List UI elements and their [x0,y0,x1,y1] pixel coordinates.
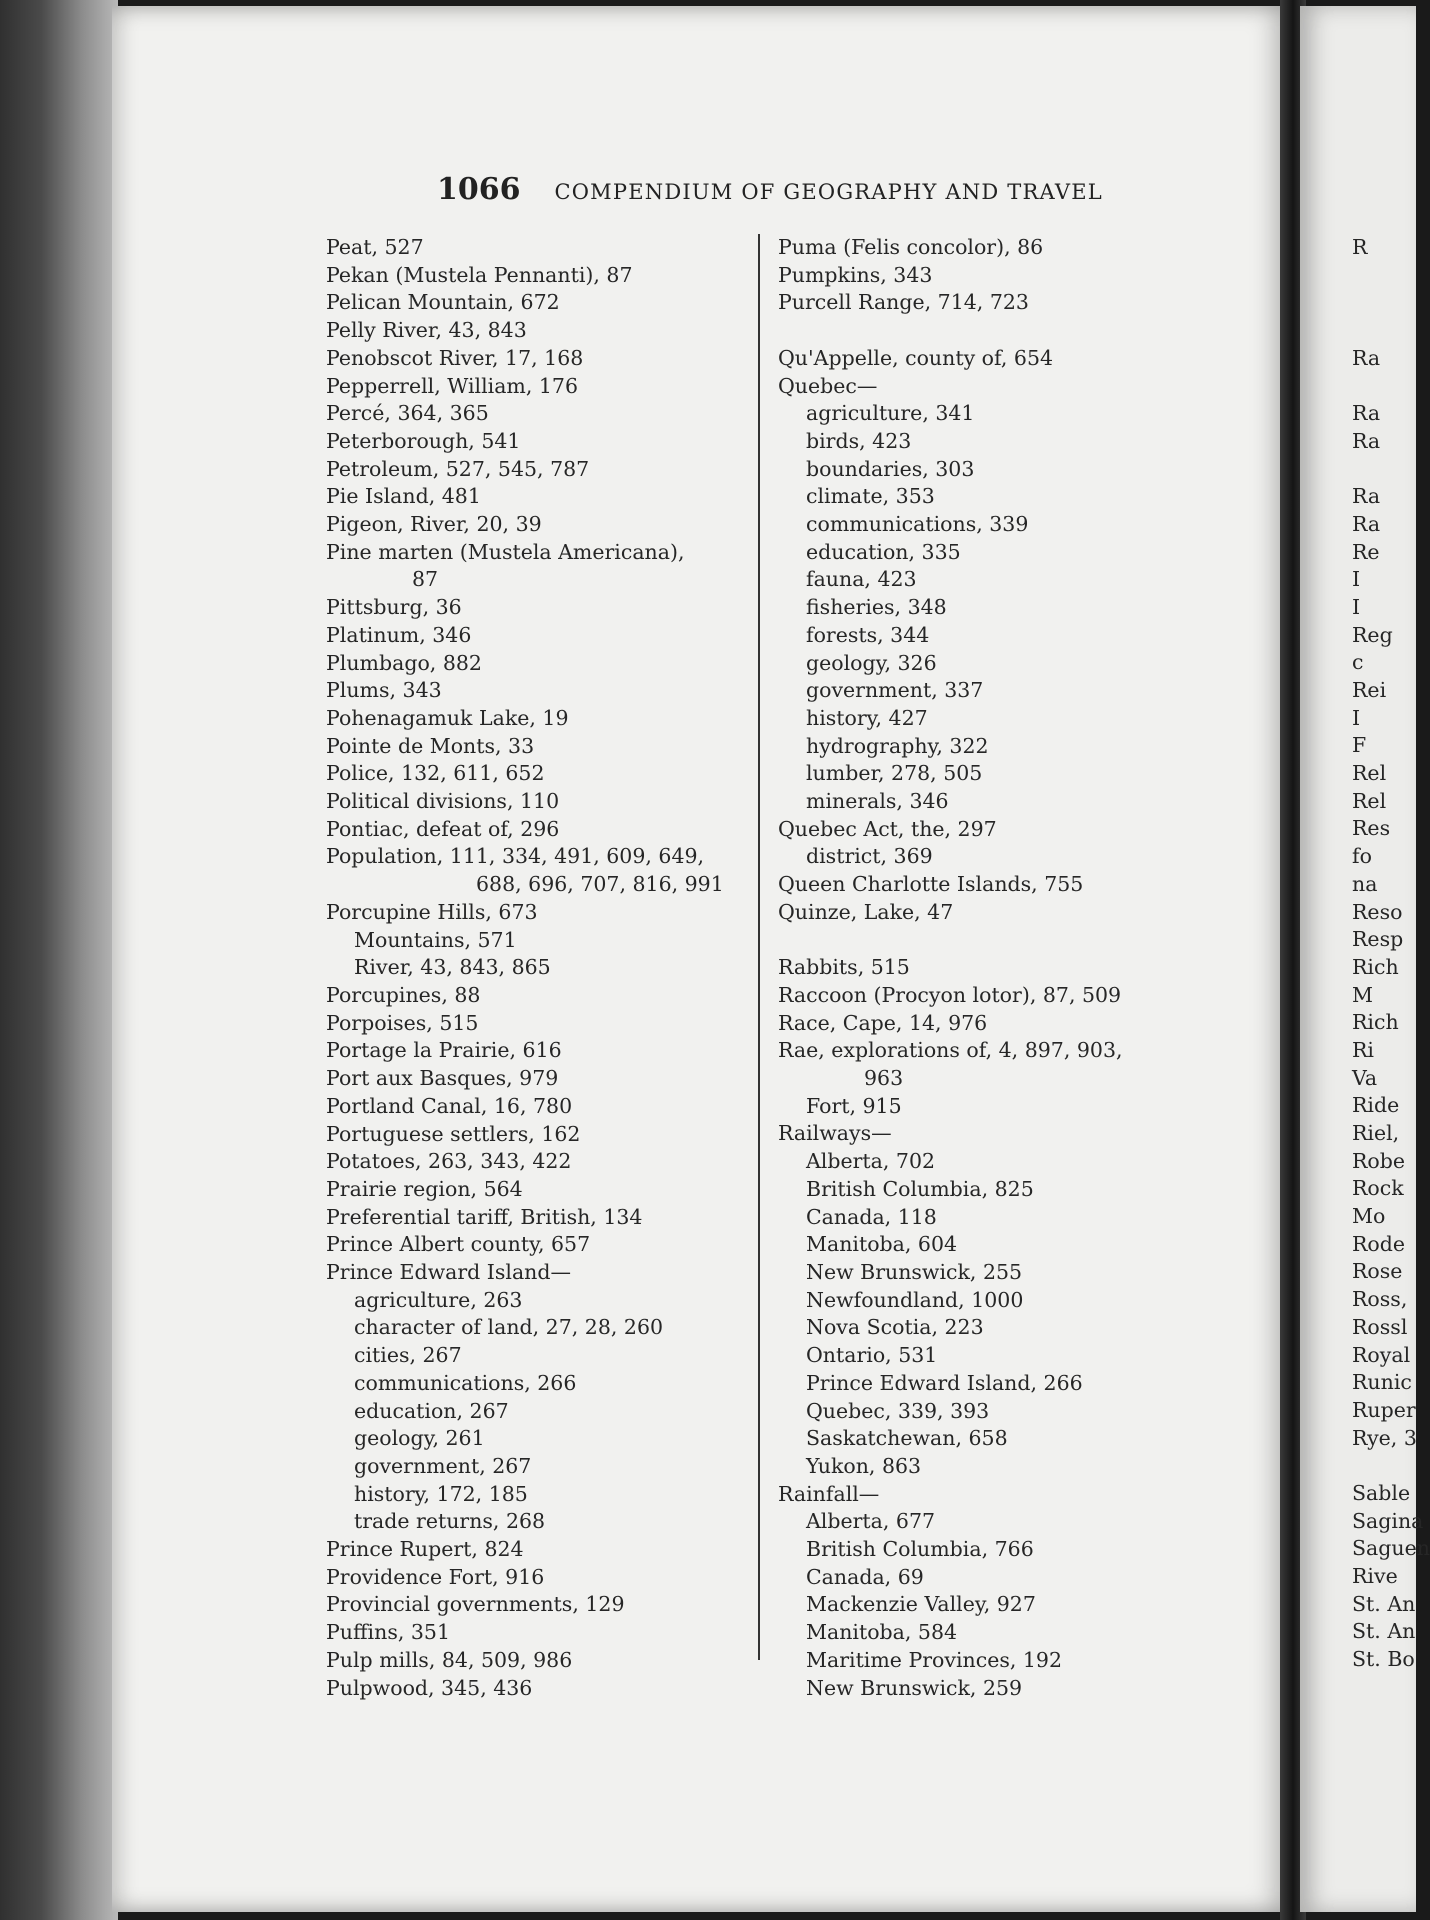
index-entry: agriculture, 341 [806,401,975,426]
facing-page-fragment: R [1352,235,1368,259]
index-entry: Quebec Act, the, 297 [778,816,997,841]
facing-page-fragment: Royal [1352,1342,1411,1367]
index-entry: New Brunswick, 255 [806,1259,1023,1284]
facing-page-fragment: Rich [1352,954,1399,979]
index-entry: district, 369 [806,844,933,869]
index-entry: climate, 353 [806,484,935,509]
index-entry: 87 [412,567,439,592]
index-entry: Canada, 118 [806,1204,937,1229]
facing-page-fragment: Ri [1352,1037,1374,1062]
index-entry: Pigeon, River, 20, 39 [326,512,542,537]
index-column-right [778,234,1218,1702]
facing-page-fragment: I [1352,594,1361,619]
index-entry: Pumpkins, 343 [778,262,933,287]
book-page-edge [0,0,118,1920]
index-entry: Pointe de Monts, 33 [326,733,535,758]
facing-page-fragment: Rode [1352,1231,1406,1256]
index-entry: Purcell Range, 714, 723 [778,290,1029,315]
facing-page-fragment: Rossl [1352,1314,1408,1339]
facing-page-fragment: Re [1352,539,1380,564]
facing-page-fragment: Rei [1352,678,1387,702]
facing-page-fragment [1352,456,1412,484]
facing-page-fragment: Resp [1352,927,1404,952]
index-entry: Qu'Appelle, county of, 654 [778,345,1054,370]
facing-page-fragment: Res [1352,816,1391,841]
facing-page-fragment: Reg [1352,622,1393,647]
facing-page-fragment: Va [1352,1065,1378,1090]
facing-page-fragment: fo [1352,844,1372,869]
facing-page-fragment [1352,317,1412,345]
index-entry: Pepperrell, William, 176 [326,373,579,398]
index-entry: Alberta, 702 [806,1149,936,1174]
index-entry: Portage la Prairie, 616 [326,1038,562,1063]
facing-page-column [1352,234,1430,1674]
index-entry: Prince Edward Island— [326,1260,571,1285]
facing-page-fragment: Sagina [1352,1508,1424,1533]
index-entry: Plums, 343 [326,678,442,703]
index-entry: Saskatchewan, 658 [806,1426,1008,1451]
index-entry: government, 337 [806,678,984,703]
facing-page-fragment: Ra [1352,511,1381,536]
index-entry: British Columbia, 766 [806,1537,1034,1562]
facing-page-fragment: Rel [1352,761,1387,786]
page-number: 1066 [437,172,521,207]
facing-page-fragment [1352,262,1412,290]
index-entry: Quebec, 339, 393 [806,1398,990,1423]
index-entry: Rae, explorations of, 4, 897, 903, [778,1038,1123,1063]
facing-page-fragment: St. An [1352,1591,1416,1616]
facing-page-fragment: Rock [1352,1176,1404,1201]
index-entry: fisheries, 348 [806,595,947,620]
index-entry: British Columbia, 825 [806,1176,1034,1201]
index-entry: Ontario, 531 [806,1343,938,1368]
index-entry: Porcupine Hills, 673 [326,899,538,924]
index-entry: Portland Canal, 16, 780 [326,1093,573,1118]
index-entry: 963 [864,1066,904,1091]
index-column-left [326,234,766,1702]
index-entry: Peterborough, 541 [326,428,521,453]
index-entry: Newfoundland, 1000 [806,1287,1024,1312]
facing-page-fragment: Mo [1352,1204,1386,1229]
index-entry: character of land, 27, 28, 260 [354,1315,664,1340]
index-entry: Rainfall— [778,1481,880,1506]
index-entry: Canada, 69 [806,1564,924,1589]
facing-page-fragment: Ra [1352,401,1381,426]
facing-page-fragment [1352,289,1412,317]
column-divider [758,234,760,1660]
index-entry: Quinze, Lake, 47 [778,899,954,924]
index-entry: geology, 326 [806,650,937,675]
facing-page-fragment: Rich [1352,1010,1399,1035]
index-entry: Peat, 527 [326,235,424,259]
facing-page-fragment: F [1352,733,1367,758]
facing-page-fragment: I [1352,567,1361,592]
index-entry: Percé, 364, 365 [326,401,489,426]
index-entry: Plumbago, 882 [326,650,482,675]
index-entry: Pie Island, 481 [326,484,481,509]
index-entry: history, 427 [806,705,928,730]
index-entry: boundaries, 303 [806,456,975,481]
index-entry: Pohenagamuk Lake, 19 [326,705,569,730]
index-entry: Prince Albert county, 657 [326,1232,591,1257]
index-entry: Race, Cape, 14, 976 [778,1010,988,1035]
facing-page-fragment: Ride [1352,1093,1400,1118]
index-entry: Raccoon (Procyon lotor), 87, 509 [778,982,1122,1007]
index-section-gap [778,927,1218,955]
page-title: COMPENDIUM OF GEOGRAPHY AND TRAVEL [554,180,1103,204]
index-entry: Population, 111, 334, 491, 609, 649, [326,844,705,869]
facing-page-fragment [1352,1452,1412,1480]
facing-page-fragment: Ruper [1352,1397,1416,1422]
index-entry: Maritime Provinces, 192 [806,1647,1063,1672]
index-entry: Pulp mills, 84, 509, 986 [326,1647,573,1672]
index-entry: Pine marten (Mustela Americana), [326,539,685,564]
index-entry: Penobscot River, 17, 168 [326,345,584,370]
facing-page-fragment: Riel, [1352,1121,1400,1145]
index-entry: Nova Scotia, 223 [806,1315,984,1340]
facing-page-fragment: Ross, [1352,1287,1408,1312]
index-entry: agriculture, 263 [354,1287,523,1312]
index-entry: birds, 423 [806,428,912,453]
index-entry: Preferential tariff, British, 134 [326,1204,643,1229]
index-entry: Port aux Basques, 979 [326,1066,559,1091]
index-entry: Police, 132, 611, 652 [326,761,545,786]
index-entry: Puffins, 351 [326,1620,451,1645]
facing-page-fragment: Rive [1352,1564,1398,1588]
facing-page-fragment: Rel [1352,788,1387,813]
index-entry: minerals, 346 [806,789,949,814]
index-entry: Mackenzie Valley, 927 [806,1592,1036,1617]
index-entry: Yukon, 863 [806,1453,922,1478]
index-entry: Porcupines, 88 [326,982,481,1007]
index-entry: Portuguese settlers, 162 [326,1121,581,1146]
facing-page-fragment: Rose [1352,1259,1403,1284]
index-entry: hydrography, 322 [806,733,989,758]
facing-page-fragment: Ra [1352,484,1381,509]
facing-page-fragment: Reso [1352,899,1403,924]
facing-page-fragment: Ra [1352,345,1381,370]
index-entry: geology, 261 [354,1426,485,1451]
index-entry: education, 335 [806,539,961,564]
index-entry: Potatoes, 263, 343, 422 [326,1149,572,1174]
facing-page-fragment: M [1352,982,1373,1007]
index-entry: Prince Rupert, 824 [326,1537,524,1562]
facing-page-fragment: St. Bo [1352,1647,1415,1672]
index-entry: Prince Edward Island, 266 [806,1370,1083,1395]
index-entry: Pontiac, defeat of, 296 [326,816,560,841]
index-section-gap [778,317,1218,345]
index-entry: Provincial governments, 129 [326,1592,625,1617]
facing-page-fragment: Runic [1352,1370,1412,1395]
index-entry: River, 43, 843, 865 [354,955,551,980]
facing-page-fragment: na [1352,871,1378,896]
index-entry: Mountains, 571 [354,927,517,952]
facing-page-fragment: St. An [1352,1619,1416,1644]
index-entry: fauna, 423 [806,567,917,592]
index-entry: Fort, 915 [806,1093,902,1118]
index-entry: Quebec— [778,373,878,398]
index-entry: education, 267 [354,1398,509,1423]
index-entry: Alberta, 677 [806,1509,936,1534]
index-entry: Puma (Felis concolor), 86 [778,235,1044,259]
index-entry: Rabbits, 515 [778,955,910,980]
index-entry: Manitoba, 604 [806,1232,958,1257]
index-entry: Platinum, 346 [326,622,472,647]
facing-page-fragment: Saguen [1352,1536,1430,1561]
facing-page-fragment: I [1352,705,1361,730]
index-entry: Providence Fort, 916 [326,1564,545,1589]
facing-page-fragment: Robe [1352,1148,1406,1173]
index-entry: Pittsburg, 36 [326,595,462,620]
facing-page-fragment: c [1352,650,1364,675]
index-entry: Pelican Mountain, 672 [326,290,560,315]
index-entry: cities, 267 [354,1343,462,1368]
index-entry: Prairie region, 564 [326,1176,523,1201]
index-entry: Political divisions, 110 [326,789,560,814]
index-entry: Railways— [778,1121,892,1146]
index-entry: Manitoba, 584 [806,1620,958,1645]
running-head [437,172,1103,207]
index-entry: Pulpwood, 345, 436 [326,1675,533,1700]
index-entry: communications, 266 [354,1370,577,1395]
index-entry: New Brunswick, 259 [806,1675,1023,1700]
index-entry: history, 172, 185 [354,1481,528,1506]
index-entry: Pelly River, 43, 843 [326,318,527,343]
index-entry: Pekan (Mustela Pennanti), 87 [326,262,633,287]
index-entry: 688, 696, 707, 816, 991 [476,872,724,897]
index-entry: forests, 344 [806,622,930,647]
index-entry: government, 267 [354,1453,532,1478]
facing-page-fragment: Sable [1352,1480,1411,1505]
index-entry: Queen Charlotte Islands, 755 [778,872,1084,897]
index-entry: trade returns, 268 [354,1509,546,1534]
facing-page-fragment [1352,372,1412,400]
index-entry: Petroleum, 527, 545, 787 [326,456,590,481]
index-entry: Porpoises, 515 [326,1010,479,1035]
facing-page-fragment: Rye, 3 [1352,1425,1417,1450]
index-entry: communications, 339 [806,512,1029,537]
index-entry: lumber, 278, 505 [806,761,983,786]
facing-page-fragment: Ra [1352,428,1381,453]
